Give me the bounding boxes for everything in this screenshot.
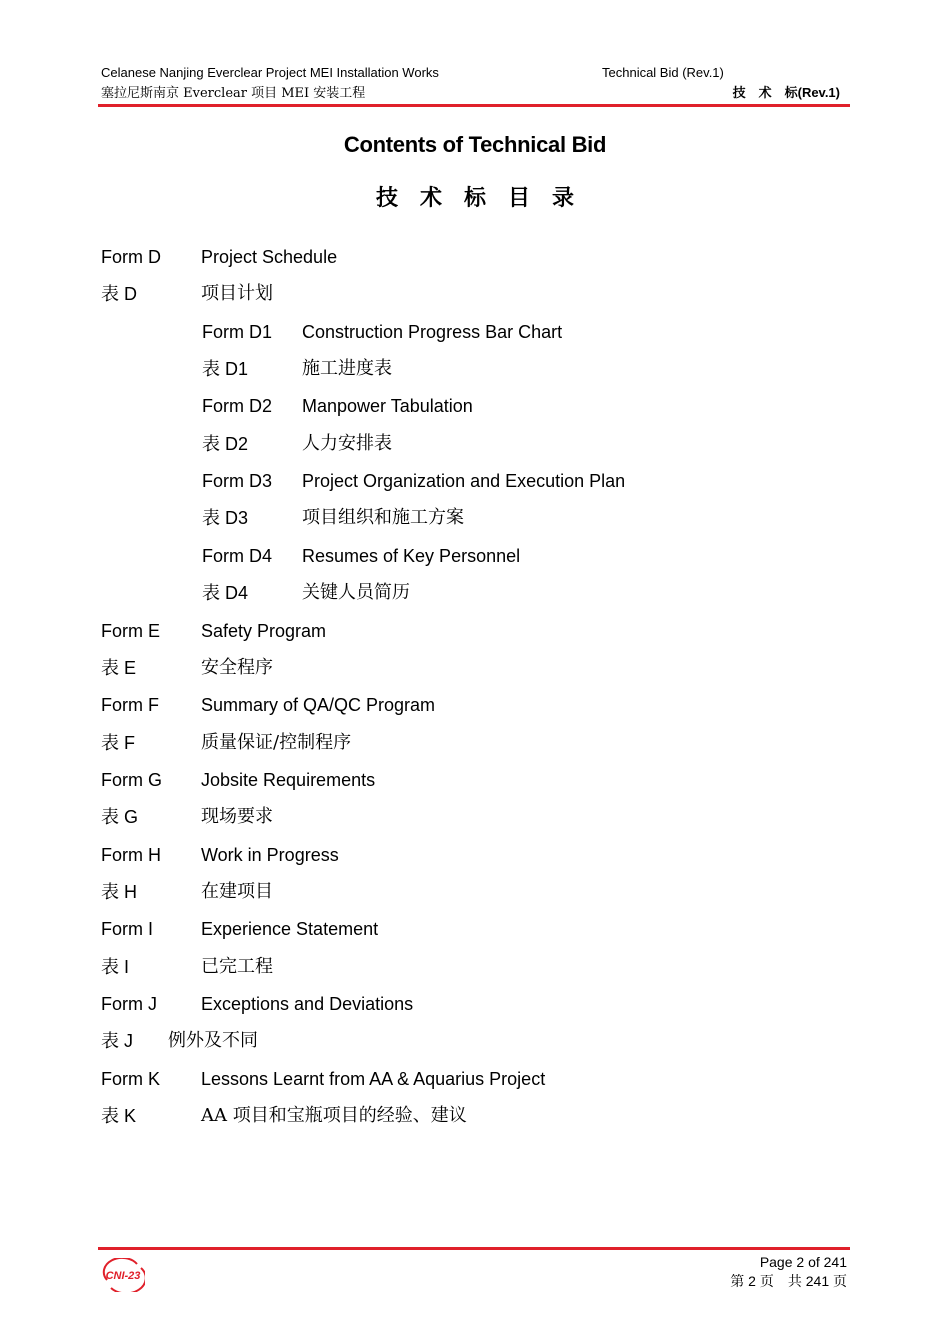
footer-rule xyxy=(98,1247,850,1250)
page-title-zh: 技术标目录 xyxy=(375,186,596,211)
toc-entry-title: 现场要求 xyxy=(201,806,273,827)
footer-page-number-en: Page 2 of 241 xyxy=(759,1254,847,1270)
header-project-title-en: Celanese Nanjing Everclear Project MEI Installation Works xyxy=(101,65,439,80)
toc-entry-code: Form D2 xyxy=(202,396,273,416)
toc-entry-title: AA 项目和宝瓶项目的经验、建议 xyxy=(201,1105,467,1126)
toc-entry-title: 例外及不同 xyxy=(168,1030,258,1051)
toc-entry-title: Project Schedule xyxy=(201,247,338,267)
toc-entry-title: Construction Progress Bar Chart xyxy=(302,322,563,342)
toc-entry-code: 表 D1 xyxy=(202,359,249,379)
toc-entry-code: Form K xyxy=(101,1069,161,1089)
toc-entry-title: 项目组织和施工方案 xyxy=(302,507,464,528)
toc-entry-title: Exceptions and Deviations xyxy=(201,994,414,1014)
toc-entry-title: Safety Program xyxy=(201,621,327,641)
toc-entry-code: Form E xyxy=(101,621,161,641)
toc-entry-title: 已完工程 xyxy=(201,956,273,977)
toc-entry-title: Jobsite Requirements xyxy=(201,770,376,790)
toc-entry-code: 表 E xyxy=(101,658,137,678)
toc-entry-title: 在建项目 xyxy=(201,881,273,902)
toc-entry-code: 表 J xyxy=(101,1031,134,1051)
footer-page-number-zh: 第 2 页 共 241 页 xyxy=(730,1273,847,1289)
toc-entry-title: 安全程序 xyxy=(201,657,273,678)
toc-entry-code: Form H xyxy=(101,845,161,865)
toc-entry-code: 表 D xyxy=(101,284,137,304)
toc-entry-code: 表 K xyxy=(101,1106,137,1126)
toc-entry-code: Form J xyxy=(101,994,157,1014)
toc-entry-code: 表 D3 xyxy=(202,508,249,528)
toc-entry-title: 关键人员简历 xyxy=(302,582,410,603)
toc-entry-code: Form I xyxy=(101,919,153,939)
header-document-title-zh: 技 术 标(Rev.1) xyxy=(732,85,840,100)
header-document-title-en: Technical Bid (Rev.1) xyxy=(602,65,724,80)
logo-text: CNI-23 xyxy=(105,1270,141,1282)
toc-entry-title: Project Organization and Execution Plan xyxy=(302,471,626,491)
toc-entry-code: Form D1 xyxy=(202,322,273,342)
toc-entry-title: Summary of QA/QC Program xyxy=(201,695,436,715)
toc-entry-code: 表 G xyxy=(101,807,139,827)
toc-entry-code: Form G xyxy=(101,770,162,790)
toc-entry-title: Resumes of Key Personnel xyxy=(302,546,521,566)
toc-entry-code: 表 D4 xyxy=(202,583,249,603)
toc-entry-code: Form D xyxy=(101,247,161,267)
toc-entry-title: Lessons Learnt from AA & Aquarius Project xyxy=(201,1069,546,1089)
toc-entry-code: 表 D2 xyxy=(202,434,249,454)
toc-entry-code: 表 I xyxy=(101,957,130,977)
company-logo xyxy=(101,1258,145,1292)
toc-entry-title: Manpower Tabulation xyxy=(302,396,473,416)
page-title-en: Contents of Technical Bid xyxy=(343,132,607,157)
toc-entry-code: 表 F xyxy=(101,733,135,753)
toc-entry-code: Form D4 xyxy=(202,546,273,566)
toc-entry-title: Experience Statement xyxy=(201,919,379,939)
header-project-title-zh: 塞拉尼斯南京 Everclear 项目 MEI 安装工程 xyxy=(101,86,366,101)
toc-entry-code: Form F xyxy=(101,695,159,715)
toc-entry-title: Work in Progress xyxy=(201,845,339,865)
toc-entry-title: 质量保证/控制程序 xyxy=(201,732,352,753)
toc-entry-code: 表 H xyxy=(101,882,137,902)
header-rule xyxy=(98,104,850,107)
toc-entry-title: 项目计划 xyxy=(201,283,273,304)
toc-entry-title: 施工进度表 xyxy=(302,358,392,379)
toc-entry-title: 人力安排表 xyxy=(302,433,392,454)
toc-entry-code: Form D3 xyxy=(202,471,273,491)
